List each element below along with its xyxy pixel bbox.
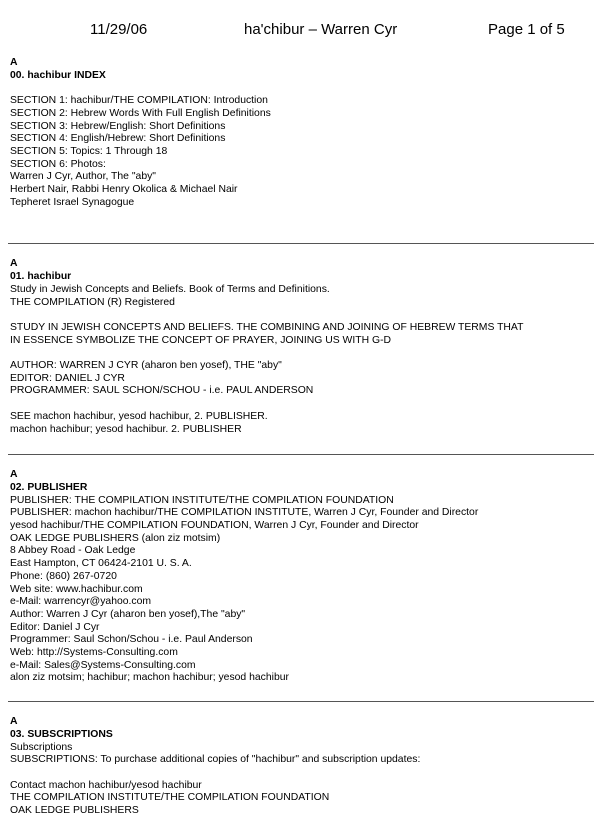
entry-section — [10, 57, 590, 209]
text-line — [10, 767, 590, 780]
text-line: SECTION 2: Hebrew Words With Full English Definitions — [10, 107, 271, 119]
text-line: Web: http://Systems-Consulting.com — [10, 647, 178, 659]
document-body — [10, 57, 590, 818]
section-letter: A — [10, 716, 18, 728]
text-line: THE COMPILATION (R) Registered — [10, 296, 175, 308]
section-letter: A — [10, 258, 18, 270]
text-line: EDITOR: DANIEL J CYR — [10, 372, 125, 384]
section-divider — [8, 243, 594, 244]
text-line: East Hampton, CT 06424-2101 U. S. A. — [10, 558, 192, 570]
text-line: SECTION 6: Photos: — [10, 158, 106, 170]
entry-section — [10, 716, 590, 818]
text-line: AUTHOR: WARREN J CYR (aharon ben yosef), THE "aby" — [10, 360, 282, 372]
text-line — [10, 398, 590, 411]
page-header — [0, 21, 607, 41]
text-line: PROGRAMMER: SAUL SCHON/SCHOU - i.e. PAUL ANDERSON — [10, 385, 314, 397]
text-line: PUBLISHER: machon hachibur/THE COMPILATION INSTITUTE, Warren J Cyr, Founder and Director — [10, 507, 479, 519]
section-letter: A — [10, 57, 18, 68]
text-line: SECTION 5: Topics: 1 Through 18 — [10, 145, 168, 157]
section-heading: 02. PUBLISHER — [10, 481, 88, 493]
text-line — [10, 347, 590, 360]
text-line: Programmer: Saul Schon/Schou - i.e. Paul Anderson — [10, 634, 253, 646]
text-line: OAK LEDGE PUBLISHERS (alon ziz motsim) — [10, 532, 221, 544]
text-line: Herbert Nair, Rabbi Henry Okolica & Michael Nair — [10, 184, 238, 196]
text-line — [10, 82, 590, 95]
text-line: Phone: (860) 267-0720 — [10, 570, 117, 582]
text-line — [10, 309, 590, 322]
text-line: IN ESSENCE SYMBOLIZE THE CONCEPT OF PRAYER, JOINING US WITH G-D — [10, 334, 392, 346]
text-line: Tepheret Israel Synagogue — [10, 196, 135, 208]
section-heading: 01. hachibur — [10, 271, 72, 283]
text-line: Contact machon hachibur/yesod hachibur — [10, 779, 202, 791]
entry-section — [10, 258, 590, 436]
text-line: SECTION 1: hachibur/THE COMPILATION: Introduction — [10, 95, 268, 107]
text-line: PUBLISHER: THE COMPILATION INSTITUTE/THE COMPILATION FOUNDATION — [10, 494, 394, 506]
text-line: THE COMPILATION INSTITUTE/THE COMPILATION FOUNDATION — [10, 792, 330, 804]
text-line: Editor: Daniel J Cyr — [10, 621, 100, 633]
header-page-number: Page 1 of 5 — [488, 21, 565, 38]
text-line: Study in Jewish Concepts and Beliefs. Book of Terms and Definitions. — [10, 283, 330, 295]
text-line: OAK LEDGE PUBLISHERS — [10, 805, 139, 817]
header-title: ha'chibur – Warren Cyr — [244, 21, 398, 38]
text-line: e-Mail: warrencyr@yahoo.com — [10, 596, 152, 608]
text-line: alon ziz motsim; hachibur; machon hachibur; yesod hachibur — [10, 672, 289, 684]
section-letter: A — [10, 469, 18, 481]
section-heading: 03. SUBSCRIPTIONS — [10, 728, 113, 740]
section-heading: 00. hachibur INDEX — [10, 69, 106, 81]
text-line: 8 Abbey Road - Oak Ledge — [10, 545, 136, 557]
text-line: machon hachibur; yesod hachibur. 2. PUBLISHER — [10, 423, 242, 435]
entry-section — [10, 469, 590, 685]
section-divider — [8, 454, 594, 455]
text-line: Author: Warren J Cyr (aharon ben yosef),The "aby" — [10, 608, 246, 620]
text-line: Web site: www.hachibur.com — [10, 583, 143, 595]
text-line: yesod hachibur/THE COMPILATION FOUNDATION, Warren J Cyr, Founder and Director — [10, 520, 419, 532]
text-line: Subscriptions — [10, 741, 73, 753]
text-line: SECTION 4: English/Hebrew: Short Definitions — [10, 133, 226, 145]
text-line: SEE machon hachibur, yesod hachibur, 2. PUBLISHER. — [10, 410, 268, 422]
section-divider — [8, 701, 594, 702]
text-line: SUBSCRIPTIONS: To purchase additional copies of "hachibur" and subscription updates: — [10, 754, 421, 766]
text-line: STUDY IN JEWISH CONCEPTS AND BELIEFS. THE COMBINING AND JOINING OF HEBREW TERMS THAT — [10, 321, 524, 333]
text-line: e-Mail: Sales@Systems-Consulting.com — [10, 659, 196, 671]
header-date: 11/29/06 — [90, 21, 148, 38]
text-line: Warren J Cyr, Author, The "aby" — [10, 171, 156, 183]
text-line: SECTION 3: Hebrew/English: Short Definitions — [10, 120, 226, 132]
